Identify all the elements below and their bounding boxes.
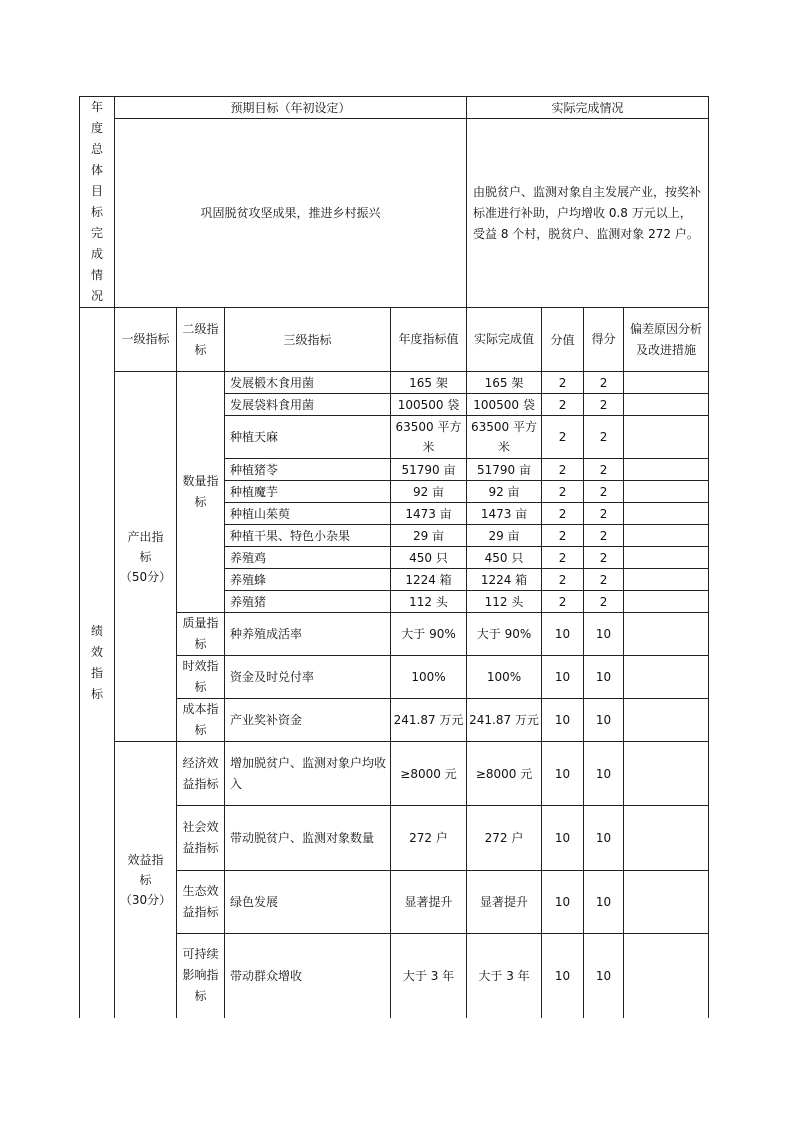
indicator-actual: 112 头 bbox=[467, 591, 542, 613]
indicator-name: 发展椴木食用菌 bbox=[225, 372, 391, 394]
indicator-actual: 92 亩 bbox=[467, 481, 542, 503]
header-score-value: 分值 bbox=[542, 308, 584, 372]
indicator-score: 2 bbox=[584, 525, 624, 547]
indicator-value: 10 bbox=[542, 871, 584, 934]
indicator-actual: 100% bbox=[467, 656, 542, 699]
indicator-deviation bbox=[624, 806, 709, 871]
indicator-deviation bbox=[624, 656, 709, 699]
indicator-value: 2 bbox=[542, 459, 584, 481]
indicator-actual: 大于 90% bbox=[467, 613, 542, 656]
header-level2: 二级指标 bbox=[177, 308, 225, 372]
indicator-value: 2 bbox=[542, 416, 584, 459]
evaluation-table bbox=[79, 96, 709, 1018]
output-label-line3: （50分） bbox=[119, 569, 172, 584]
indicator-score: 10 bbox=[584, 806, 624, 871]
indicator-deviation bbox=[624, 934, 709, 1018]
indicator-score: 10 bbox=[584, 742, 624, 806]
performance-label: 绩效指标 bbox=[90, 623, 103, 701]
indicator-name: 养殖猪 bbox=[225, 591, 391, 613]
indicator-target: 112 头 bbox=[391, 591, 467, 613]
actual-goal-text: 由脱贫户、监测对象自主发展产业，按奖补标准进行补助，户均增收 0.8 万元以上，受益 8 个村，脱贫户、监测对象 272 户。 bbox=[467, 119, 709, 308]
planned-header: 预期目标（年初设定） bbox=[115, 97, 467, 119]
indicator-name: 产业奖补资金 bbox=[225, 699, 391, 742]
indicator-actual: 51790 亩 bbox=[467, 459, 542, 481]
indicator-target: 272 户 bbox=[391, 806, 467, 871]
indicator-score: 2 bbox=[584, 394, 624, 416]
indicator-name: 种养殖成活率 bbox=[225, 613, 391, 656]
indicator-score: 10 bbox=[584, 871, 624, 934]
indicator-value: 2 bbox=[542, 394, 584, 416]
indicator-name: 发展袋料食用菌 bbox=[225, 394, 391, 416]
indicator-deviation bbox=[624, 481, 709, 503]
benefit-label-line2: 标 bbox=[139, 872, 152, 887]
indicator-value: 10 bbox=[542, 806, 584, 871]
indicator-score: 2 bbox=[584, 503, 624, 525]
table-row bbox=[80, 742, 709, 806]
indicator-score: 10 bbox=[584, 699, 624, 742]
indicator-value: 2 bbox=[542, 525, 584, 547]
benefit-label-cell bbox=[115, 742, 177, 1018]
indicator-value: 10 bbox=[542, 613, 584, 656]
table-row bbox=[80, 372, 709, 394]
indicator-score: 2 bbox=[584, 372, 624, 394]
timeliness-label: 时效指标 bbox=[177, 656, 225, 699]
header-level1: 一级指标 bbox=[115, 308, 177, 372]
indicator-actual: 29 亩 bbox=[467, 525, 542, 547]
benefit-label-line1: 效益指 bbox=[127, 852, 164, 867]
sustainable-label: 可持续影响指标 bbox=[177, 934, 225, 1018]
performance-label-cell bbox=[80, 308, 115, 1018]
indicator-score: 2 bbox=[584, 569, 624, 591]
indicator-actual: 63500 平方米 bbox=[467, 416, 542, 459]
performance-header-row bbox=[80, 308, 709, 372]
indicator-target: 92 亩 bbox=[391, 481, 467, 503]
indicator-score: 2 bbox=[584, 459, 624, 481]
indicator-deviation bbox=[624, 416, 709, 459]
header-deviation: 偏差原因分析及改进措施 bbox=[624, 308, 709, 372]
indicator-deviation bbox=[624, 394, 709, 416]
indicator-value: 2 bbox=[542, 481, 584, 503]
performance-evaluation-table bbox=[79, 96, 708, 1011]
indicator-target: 100500 袋 bbox=[391, 394, 467, 416]
indicator-actual: 450 只 bbox=[467, 547, 542, 569]
indicator-target: 165 架 bbox=[391, 372, 467, 394]
indicator-target: 显著提升 bbox=[391, 871, 467, 934]
indicator-deviation bbox=[624, 591, 709, 613]
quantity-label: 数量指标 bbox=[177, 372, 225, 613]
indicator-actual: 100500 袋 bbox=[467, 394, 542, 416]
quality-label: 质量指标 bbox=[177, 613, 225, 656]
indicator-actual: 显著提升 bbox=[467, 871, 542, 934]
indicator-deviation bbox=[624, 503, 709, 525]
indicator-value: 10 bbox=[542, 934, 584, 1018]
indicator-name: 种植魔芋 bbox=[225, 481, 391, 503]
indicator-deviation bbox=[624, 547, 709, 569]
overall-content-row bbox=[80, 119, 709, 308]
indicator-actual: 大于 3 年 bbox=[467, 934, 542, 1018]
indicator-deviation bbox=[624, 871, 709, 934]
indicator-actual: 241.87 万元 bbox=[467, 699, 542, 742]
indicator-name: 增加脱贫户、监测对象户均收入 bbox=[225, 742, 391, 806]
indicator-deviation bbox=[624, 372, 709, 394]
indicator-actual: ≥8000 元 bbox=[467, 742, 542, 806]
indicator-target: 51790 亩 bbox=[391, 459, 467, 481]
indicator-target: 241.87 万元 bbox=[391, 699, 467, 742]
header-target: 年度指标值 bbox=[391, 308, 467, 372]
indicator-name: 养殖蜂 bbox=[225, 569, 391, 591]
output-label-line2: 标 bbox=[139, 549, 152, 564]
indicator-target: 63500 平方米 bbox=[391, 416, 467, 459]
indicator-deviation bbox=[624, 742, 709, 806]
social-label: 社会效益指标 bbox=[177, 806, 225, 871]
indicator-score: 10 bbox=[584, 656, 624, 699]
indicator-score: 2 bbox=[584, 416, 624, 459]
indicator-name: 种植天麻 bbox=[225, 416, 391, 459]
indicator-target: 大于 90% bbox=[391, 613, 467, 656]
output-label-line1: 产出指 bbox=[127, 529, 164, 544]
indicator-actual: 165 架 bbox=[467, 372, 542, 394]
actual-header: 实际完成情况 bbox=[467, 97, 709, 119]
indicator-value: 10 bbox=[542, 656, 584, 699]
indicator-value: 2 bbox=[542, 569, 584, 591]
indicator-target: ≥8000 元 bbox=[391, 742, 467, 806]
output-label-cell bbox=[115, 372, 177, 742]
indicator-deviation bbox=[624, 525, 709, 547]
indicator-value: 2 bbox=[542, 547, 584, 569]
indicator-name: 种植山茱萸 bbox=[225, 503, 391, 525]
indicator-deviation bbox=[624, 459, 709, 481]
overall-label: 年度总体目标完成情况 bbox=[90, 100, 103, 303]
economic-label: 经济效益指标 bbox=[177, 742, 225, 806]
benefit-label-line3: （30分） bbox=[119, 892, 172, 907]
header-actual: 实际完成值 bbox=[467, 308, 542, 372]
planned-goal-text: 巩固脱贫攻坚成果，推进乡村振兴 bbox=[115, 119, 467, 308]
indicator-target: 100% bbox=[391, 656, 467, 699]
indicator-value: 2 bbox=[542, 372, 584, 394]
indicator-value: 2 bbox=[542, 503, 584, 525]
indicator-target: 1224 箱 bbox=[391, 569, 467, 591]
indicator-target: 大于 3 年 bbox=[391, 934, 467, 1018]
indicator-deviation bbox=[624, 699, 709, 742]
indicator-name: 带动群众增收 bbox=[225, 934, 391, 1018]
indicator-name: 资金及时兑付率 bbox=[225, 656, 391, 699]
indicator-score: 2 bbox=[584, 547, 624, 569]
header-score: 得分 bbox=[584, 308, 624, 372]
cost-label: 成本指标 bbox=[177, 699, 225, 742]
indicator-score: 2 bbox=[584, 481, 624, 503]
indicator-deviation bbox=[624, 613, 709, 656]
indicator-score: 10 bbox=[584, 934, 624, 1018]
indicator-name: 种植猪苓 bbox=[225, 459, 391, 481]
indicator-target: 450 只 bbox=[391, 547, 467, 569]
indicator-name: 养殖鸡 bbox=[225, 547, 391, 569]
indicator-actual: 272 户 bbox=[467, 806, 542, 871]
indicator-value: 10 bbox=[542, 742, 584, 806]
indicator-score: 10 bbox=[584, 613, 624, 656]
indicator-actual: 1224 箱 bbox=[467, 569, 542, 591]
indicator-name: 带动脱贫户、监测对象数量 bbox=[225, 806, 391, 871]
indicator-name: 绿色发展 bbox=[225, 871, 391, 934]
overall-header-row bbox=[80, 97, 709, 119]
header-level3: 三级指标 bbox=[225, 308, 391, 372]
overall-label-cell bbox=[80, 97, 115, 308]
indicator-value: 2 bbox=[542, 591, 584, 613]
indicator-deviation bbox=[624, 569, 709, 591]
indicator-target: 29 亩 bbox=[391, 525, 467, 547]
indicator-score: 2 bbox=[584, 591, 624, 613]
ecological-label: 生态效益指标 bbox=[177, 871, 225, 934]
indicator-value: 10 bbox=[542, 699, 584, 742]
indicator-target: 1473 亩 bbox=[391, 503, 467, 525]
indicator-actual: 1473 亩 bbox=[467, 503, 542, 525]
indicator-name: 种植干果、特色小杂果 bbox=[225, 525, 391, 547]
